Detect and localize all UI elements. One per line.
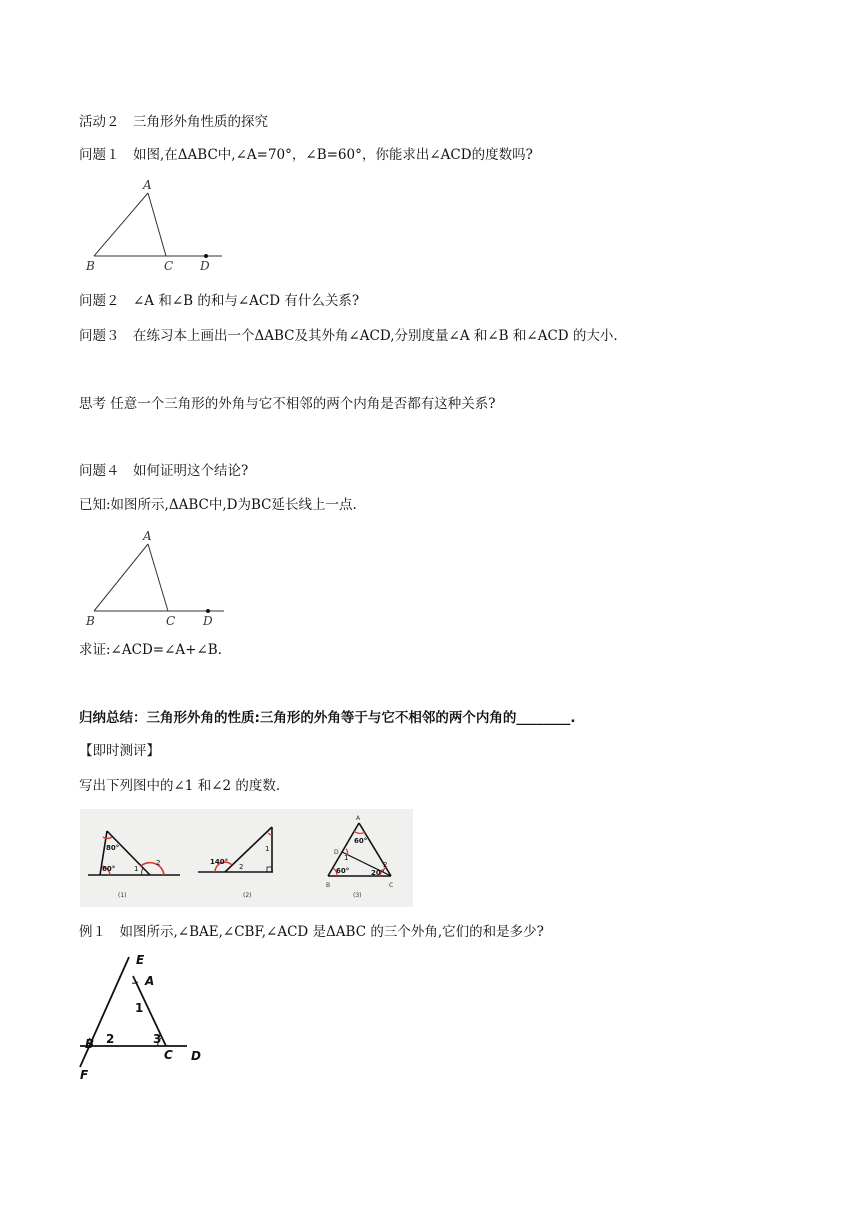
label-b: B (326, 882, 331, 889)
label-2: 2 (239, 863, 244, 871)
label-c: C (389, 882, 394, 889)
label-d: D (200, 259, 210, 273)
label-a: A (356, 815, 361, 822)
label-e: E (136, 953, 145, 967)
label-c: C (164, 1048, 173, 1062)
label-1: 1 (134, 865, 139, 873)
question-2: 问题２ ∠A 和∠B 的和与∠ACD 有什么关系? (79, 293, 360, 309)
question-3: 问题３ 在练习本上画出一个ΔABC及其外角∠ACD,分别度量∠A 和∠B 和∠ACD 的大小. (79, 328, 618, 344)
label-1: 1 (344, 854, 349, 862)
label-a: A (145, 974, 155, 988)
angle-60-top: 60° (354, 837, 368, 845)
label-2: 2 (106, 1032, 115, 1046)
label-c: C (164, 259, 174, 273)
label-3: 3 (153, 1032, 162, 1046)
label-b: B (86, 614, 95, 627)
quiz-figures (80, 809, 413, 907)
label-c: C (166, 614, 176, 627)
triangle-figure-2 (82, 527, 232, 627)
caption-2: (2) (243, 892, 252, 899)
prove-statement: 求证:∠ACD=∠A+∠B. (79, 642, 222, 658)
label-2: 2 (383, 861, 388, 869)
example-1: 例１ 如图所示,∠BAE,∠CBF,∠ACD 是ΔABC 的三个外角,它们的和是多少? (79, 924, 544, 940)
label-a: A (143, 178, 152, 192)
label-b: B (86, 259, 95, 273)
angle-80: 80° (106, 844, 120, 852)
label-d: D (191, 1049, 201, 1063)
activity-heading: 活动２ 三角形外角性质的探究 (79, 114, 268, 130)
caption-3: (3) (353, 892, 362, 899)
label-b: B (85, 1037, 95, 1051)
label-2: 2 (156, 859, 161, 867)
label-1: 1 (135, 1001, 144, 1015)
question-1: 问题１ 如图,在ΔABC中,∠A=70°，∠B=60°，你能求出∠ACD的度数吗? (79, 147, 533, 163)
angle-140: 140° (210, 858, 229, 866)
triangle-figure-1 (82, 176, 232, 276)
label-a: A (143, 529, 152, 543)
label-f: F (80, 1068, 89, 1082)
quiz-instruction: 写出下列图中的∠1 和∠2 的度数. (79, 778, 281, 794)
label-d: D (334, 849, 339, 856)
angle-60: 60° (102, 865, 116, 873)
caption-1: (1) (118, 892, 127, 899)
quiz-title: 【即时测评】 (79, 743, 160, 759)
label-d: D (203, 614, 213, 627)
label-1: 1 (265, 845, 270, 853)
known-condition: 已知:如图所示,ΔABC中,D为BC延长线上一点. (79, 497, 357, 513)
example-figure (75, 952, 215, 1082)
summary: 归纳总结：三角形外角的性质:三角形的外角等于与它不相邻的两个内角的________. (79, 710, 576, 726)
angle-20: 20° (371, 869, 385, 877)
angle-60-bottom: 60° (336, 867, 350, 875)
think-prompt: 思考 任意一个三角形的外角与它不相邻的两个内角是否都有这种关系? (79, 396, 496, 412)
question-4: 问题４ 如何证明这个结论? (79, 463, 249, 479)
